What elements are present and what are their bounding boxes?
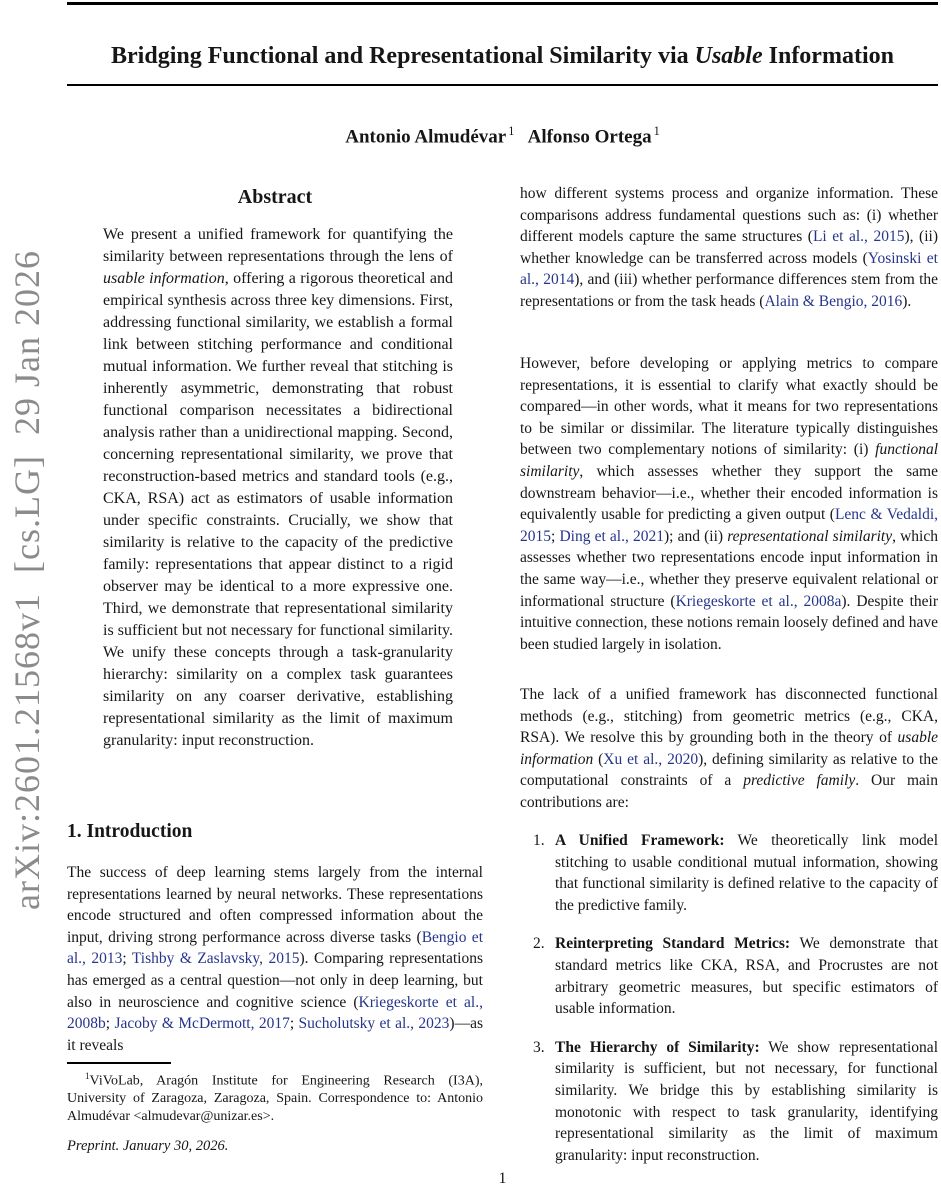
list-number: 3.	[533, 1038, 545, 1056]
header-rule-bottom	[67, 84, 938, 86]
affiliation-footnote: $^1$ViVoLab, Aragón Institute for Engineering Research (I3A), University of Zaragoza, Zaragoza, Spain. Correspondence to: Antonio Almudévar <almudevar@unizar.es>.	[67, 1071, 483, 1124]
contribution-item	[533, 933, 938, 1019]
citation-link[interactable]: Jacoby & McDermott, 2017	[114, 1015, 290, 1033]
citation-link[interactable]: Xu et al., 2020	[603, 750, 699, 768]
introduction-paragraph: The success of deep learning stems largely from the internal representations learned by neural networks. These representations encode structured and often compressed information about the input, driving strong performance across diverse tasks (Bengio et al., 2013; Tishby & Zaslavsky, 2015). Comparing representations has emerged as a central question—not only in deep learning, but also in neuroscience and cognitive science (Kriegeskorte et al., 2008b; Jacoby & McDermott, 2017; Sucholutsky et al., 2023)—as it reveals	[67, 864, 483, 1054]
citation-link[interactable]: Li et al., 2015	[812, 228, 905, 246]
abstract-text: We present a unified framework for quantifying the similarity between representations through the lens of usable information, offering a rigorous theoretical and empirical synthesis across three key dimensions. First, addressing functional similarity, we establish a formal link between stitching performance and conditional mutual information. We further reveal that stitching is inherently asymmetric, demonstrating that robust functional comparison necessitates a bidirectional analysis rather than a unidirectional mapping. Second, concerning representational similarity, we prove that reconstruction-based metrics and standard tools (e.g., CKA, RSA) act as estimators of usable information under specific constraints. Crucially, we show that similarity is relative to the capacity of the predictive family: representations that appear distinct to a rigid observer may be identical to a more expressive one. Third, we demonstrate that representational similarity is sufficient but not necessary for functional similarity. We unify these concepts through a task-granularity hierarchy: similarity on a complex task guarantees similarity on any coarser derivative, establishing representational similarity as the limit of maximum granularity: input reconstruction.	[103, 226, 453, 749]
contribution-item	[533, 830, 938, 916]
citation-link[interactable]: Tishby & Zaslavsky, 2015	[131, 950, 300, 968]
preprint-date-note: Preprint. January 30, 2026.	[67, 1138, 229, 1154]
contribution-text: The Hierarchy of Similarity: We show representational similarity is sufficient, but not necessary, for functional similarity. We bridge this by establishing similarity is monotonic with respect to task granularity, identifying representational similarity as the limit of maximum granularity: input reconstruction.	[555, 1038, 938, 1164]
contribution-text: A Unified Framework: We theoretically link model stitching to usable conditional mutual information, showing that functional similarity is defined relative to the capacity of the predictive family.	[555, 832, 938, 914]
contribution-text: Reinterpreting Standard Metrics: We demonstrate that standard metrics like CKA, RSA, and Procrustes are not arbitrary geometric measures, but specific estimators of usable information.	[555, 935, 938, 1018]
citation-link[interactable]: Kriegeskorte et al., 2008a	[675, 592, 842, 610]
citation-link[interactable]: Alain & Bengio, 2016	[764, 292, 903, 310]
arxiv-watermark: arXiv:2601.21568v1 [cs.LG] 29 Jan 2026	[7, 250, 47, 910]
right-column-paragraph-2: However, before developing or applying metrics to compare representations, it is essential to clarify what exactly should be compared—in other words, what it means for two representations to be similar or dissimilar. The literature typically distinguishes between two complementary notions of similarity: (i) functional similarity, which assesses whether they support the same downstream behavior—i.e., whether their encoded information is equivalently usable for predicting a given output (Lenc & Vedaldi, 2015; Ding et al., 2021); and (ii) representational similarity, which assesses whether two representations encode input information in the same way—i.e., whether they preserve equivalent relational or informational structure (Kriegeskorte et al., 2008a). Despite their intuitive connection, these notions remain loosely defined and have been studied largely in isolation.	[520, 355, 938, 653]
list-number: 2.	[533, 935, 545, 953]
author-line: Antonio Almudévar $^1$ Alfonso Ortega $^1$	[345, 124, 660, 148]
header-rule-top	[67, 2, 938, 5]
right-column-paragraph-1: how different systems process and organize information. These comparisons address fundamental questions such as: (i) whether different models capture the same structures (Li et al., 2015), (ii) whether knowledge can be transferred across models (Yosinski et al., 2014), and (iii) whether performance differences stem from the representations or from the task heads (Alain & Bengio, 2016).	[520, 185, 939, 310]
citation-link[interactable]: Yosinski et al., 2014	[520, 249, 938, 289]
paper-title: Bridging Functional and Representational Similarity via Usable Information	[111, 43, 894, 70]
citation-link[interactable]: Bengio et al., 2013	[67, 928, 483, 968]
footnote-rule	[67, 1062, 171, 1064]
citation-link[interactable]: Kriegeskorte et al., 2008b	[67, 993, 483, 1033]
list-number: 1.	[533, 832, 545, 849]
citation-link[interactable]: Sucholutsky et al., 2023	[298, 1015, 450, 1033]
page-number: 1	[498, 1170, 507, 1187]
citation-link[interactable]: Ding et al., 2021	[559, 527, 664, 545]
abstract-heading: Abstract	[237, 186, 313, 208]
citation-link[interactable]: Lenc & Vedaldi, 2015	[520, 506, 938, 545]
contributions-list	[533, 830, 938, 1183]
contribution-item	[533, 1037, 938, 1167]
section-heading-introduction: 1. Introduction	[67, 821, 193, 842]
right-column-paragraph-3: The lack of a unified framework has disconnected functional methods (e.g., stitching) from geometric metrics (e.g., CKA, RSA). We resolve this by grounding both in the theory of usable information (Xu et al., 2020), defining similarity as relative to the computational constraints of a predictive family. Our main contributions are:	[520, 686, 938, 811]
